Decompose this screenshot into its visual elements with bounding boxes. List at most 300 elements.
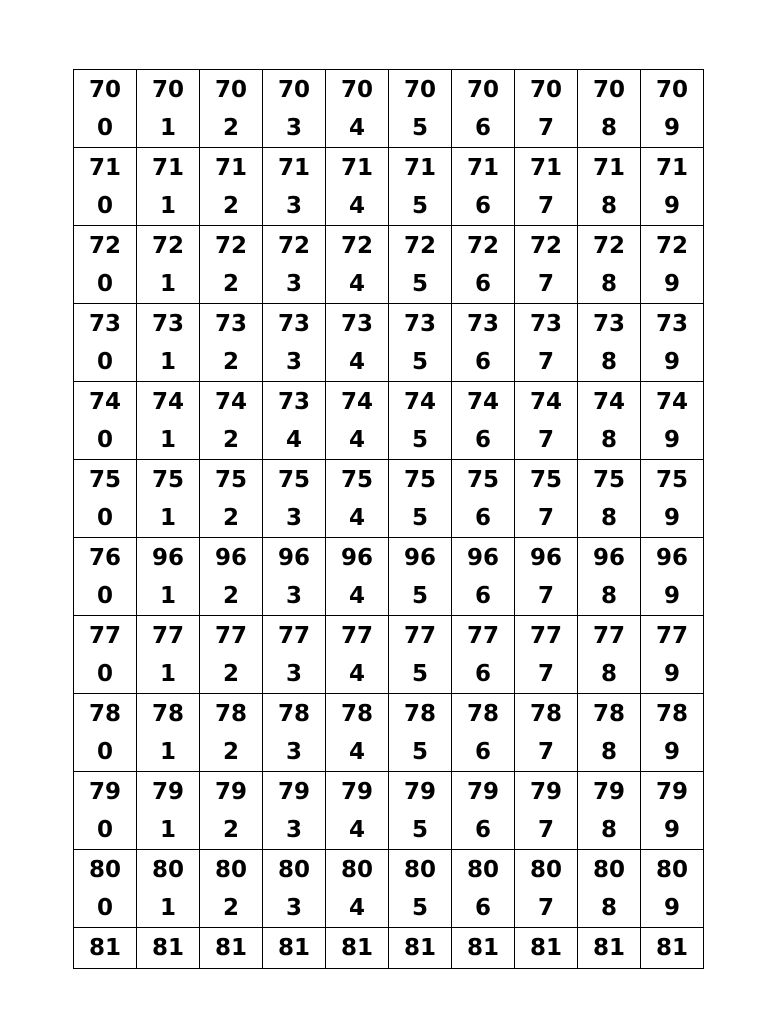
grid-cell <box>515 694 578 772</box>
cell-number-bottom: 1 <box>159 505 176 531</box>
cell-number-top: 81 <box>529 935 562 961</box>
grid-cell <box>200 850 263 928</box>
grid-cell <box>452 538 515 616</box>
cell-number-top: 79 <box>277 779 310 805</box>
grid-cell <box>515 70 578 148</box>
cell-number-bottom: 0 <box>96 349 113 375</box>
cell-number-top: 74 <box>151 389 184 415</box>
grid-row <box>74 460 704 538</box>
cell-number-bottom: 7 <box>537 895 554 921</box>
grid-cell <box>515 226 578 304</box>
cell-number-bottom: 4 <box>285 427 302 453</box>
cell-number-top: 73 <box>151 311 184 337</box>
grid-cell <box>326 460 389 538</box>
grid-cell <box>452 304 515 382</box>
grid-cell <box>137 148 200 226</box>
cell-number-top: 78 <box>529 701 562 727</box>
grid-cell <box>200 70 263 148</box>
grid-cell <box>389 850 452 928</box>
cell-number-top: 72 <box>340 233 373 259</box>
grid-row <box>74 928 704 969</box>
cell-number-bottom: 6 <box>474 895 491 921</box>
cell-number-top: 77 <box>277 623 310 649</box>
cell-number-bottom: 6 <box>474 349 491 375</box>
cell-number-top: 96 <box>151 545 184 571</box>
cell-number-top: 78 <box>214 701 247 727</box>
cell-number-top: 73 <box>655 311 688 337</box>
cell-number-top: 78 <box>592 701 625 727</box>
cell-number-bottom: 9 <box>663 115 680 141</box>
cell-number-top: 70 <box>655 77 688 103</box>
cell-number-top: 74 <box>403 389 436 415</box>
cell-number-top: 70 <box>277 77 310 103</box>
grid-row <box>74 616 704 694</box>
cell-number-top: 78 <box>88 701 121 727</box>
cell-number-top: 72 <box>277 233 310 259</box>
cell-number-bottom: 7 <box>537 661 554 687</box>
grid-cell <box>641 538 704 616</box>
grid-cell <box>389 694 452 772</box>
cell-number-top: 73 <box>88 311 121 337</box>
grid-row <box>74 382 704 460</box>
cell-number-bottom: 5 <box>411 895 428 921</box>
cell-number-bottom: 6 <box>474 271 491 297</box>
cell-number-top: 72 <box>655 233 688 259</box>
grid-cell <box>515 460 578 538</box>
cell-number-bottom: 5 <box>411 193 428 219</box>
cell-number-top: 72 <box>529 233 562 259</box>
cell-number-bottom: 8 <box>600 349 617 375</box>
cell-number-bottom: 4 <box>348 271 365 297</box>
grid-cell <box>200 148 263 226</box>
cell-number-bottom: 0 <box>96 739 113 765</box>
grid-cell <box>641 772 704 850</box>
cell-number-top: 96 <box>340 545 373 571</box>
cell-number-top: 75 <box>277 467 310 493</box>
cell-number-top: 79 <box>592 779 625 805</box>
cell-number-top: 81 <box>592 935 625 961</box>
grid-cell <box>263 928 326 969</box>
cell-number-bottom: 7 <box>537 427 554 453</box>
grid-cell <box>578 382 641 460</box>
cell-number-top: 81 <box>340 935 373 961</box>
grid-cell <box>326 148 389 226</box>
grid-cell <box>389 304 452 382</box>
cell-number-top: 71 <box>151 155 184 181</box>
number-grid-table <box>73 69 704 969</box>
grid-cell <box>452 772 515 850</box>
cell-number-top: 77 <box>529 623 562 649</box>
grid-cell <box>200 226 263 304</box>
cell-number-bottom: 4 <box>348 115 365 141</box>
cell-number-bottom: 6 <box>474 583 491 609</box>
cell-number-bottom: 0 <box>96 505 113 531</box>
grid-cell <box>641 226 704 304</box>
cell-number-top: 77 <box>214 623 247 649</box>
grid-cell <box>326 616 389 694</box>
cell-number-top: 78 <box>403 701 436 727</box>
cell-number-top: 70 <box>466 77 499 103</box>
cell-number-top: 70 <box>88 77 121 103</box>
grid-cell <box>641 70 704 148</box>
grid-cell <box>137 772 200 850</box>
grid-cell <box>74 460 137 538</box>
cell-number-bottom: 0 <box>96 895 113 921</box>
cell-number-top: 71 <box>277 155 310 181</box>
cell-number-top: 73 <box>529 311 562 337</box>
cell-number-top: 80 <box>403 857 436 883</box>
grid-cell <box>578 850 641 928</box>
cell-number-bottom: 9 <box>663 505 680 531</box>
cell-number-bottom: 6 <box>474 115 491 141</box>
cell-number-top: 81 <box>88 935 121 961</box>
cell-number-bottom: 1 <box>159 349 176 375</box>
cell-number-bottom: 9 <box>663 193 680 219</box>
cell-number-top: 79 <box>88 779 121 805</box>
grid-cell <box>389 616 452 694</box>
cell-number-bottom: 1 <box>159 583 176 609</box>
cell-number-bottom: 5 <box>411 739 428 765</box>
cell-number-bottom: 2 <box>222 895 239 921</box>
cell-number-bottom: 8 <box>600 817 617 843</box>
cell-number-top: 77 <box>403 623 436 649</box>
grid-cell <box>326 538 389 616</box>
cell-number-top: 76 <box>88 545 121 571</box>
cell-number-bottom: 2 <box>222 193 239 219</box>
cell-number-top: 74 <box>655 389 688 415</box>
cell-number-bottom: 7 <box>537 193 554 219</box>
cell-number-bottom: 8 <box>600 505 617 531</box>
cell-number-top: 78 <box>655 701 688 727</box>
cell-number-top: 79 <box>655 779 688 805</box>
cell-number-bottom: 9 <box>663 583 680 609</box>
cell-number-bottom: 4 <box>348 895 365 921</box>
grid-cell <box>515 148 578 226</box>
cell-number-bottom: 8 <box>600 661 617 687</box>
cell-number-bottom: 1 <box>159 271 176 297</box>
cell-number-top: 70 <box>340 77 373 103</box>
cell-number-top: 71 <box>403 155 436 181</box>
grid-cell <box>137 460 200 538</box>
cell-number-top: 74 <box>529 389 562 415</box>
cell-number-bottom: 6 <box>474 505 491 531</box>
grid-cell <box>326 382 389 460</box>
cell-number-top: 75 <box>403 467 436 493</box>
grid-cell <box>137 694 200 772</box>
grid-cell <box>578 538 641 616</box>
grid-cell <box>578 70 641 148</box>
cell-number-bottom: 0 <box>96 817 113 843</box>
grid-cell <box>326 70 389 148</box>
cell-number-top: 96 <box>655 545 688 571</box>
grid-row <box>74 850 704 928</box>
cell-number-top: 80 <box>151 857 184 883</box>
cell-number-top: 73 <box>340 311 373 337</box>
grid-row <box>74 226 704 304</box>
cell-number-top: 73 <box>214 311 247 337</box>
cell-number-bottom: 5 <box>411 661 428 687</box>
grid-cell <box>263 538 326 616</box>
cell-number-top: 71 <box>592 155 625 181</box>
cell-number-top: 70 <box>214 77 247 103</box>
cell-number-bottom: 4 <box>348 583 365 609</box>
cell-number-bottom: 2 <box>222 349 239 375</box>
grid-cell <box>452 382 515 460</box>
grid-cell <box>515 616 578 694</box>
cell-number-bottom: 9 <box>663 271 680 297</box>
cell-number-top: 80 <box>340 857 373 883</box>
grid-cell <box>578 772 641 850</box>
cell-number-bottom: 7 <box>537 115 554 141</box>
cell-number-bottom: 1 <box>159 661 176 687</box>
grid-cell <box>515 538 578 616</box>
cell-number-top: 73 <box>277 389 310 415</box>
grid-cell <box>578 304 641 382</box>
cell-number-top: 75 <box>151 467 184 493</box>
cell-number-bottom: 1 <box>159 193 176 219</box>
cell-number-bottom: 7 <box>537 349 554 375</box>
grid-cell <box>263 850 326 928</box>
cell-number-top: 71 <box>529 155 562 181</box>
cell-number-bottom: 3 <box>285 895 302 921</box>
grid-cell <box>452 226 515 304</box>
cell-number-top: 72 <box>151 233 184 259</box>
grid-cell <box>389 226 452 304</box>
grid-cell <box>389 382 452 460</box>
grid-row <box>74 772 704 850</box>
grid-cell <box>578 148 641 226</box>
cell-number-top: 80 <box>214 857 247 883</box>
cell-number-bottom: 9 <box>663 427 680 453</box>
cell-number-bottom: 3 <box>285 505 302 531</box>
cell-number-top: 77 <box>592 623 625 649</box>
grid-cell <box>263 70 326 148</box>
cell-number-top: 74 <box>340 389 373 415</box>
grid-cell <box>389 460 452 538</box>
cell-number-top: 70 <box>403 77 436 103</box>
cell-number-bottom: 7 <box>537 739 554 765</box>
grid-cell <box>263 460 326 538</box>
cell-number-top: 79 <box>151 779 184 805</box>
grid-cell <box>515 772 578 850</box>
cell-number-bottom: 3 <box>285 349 302 375</box>
cell-number-top: 71 <box>88 155 121 181</box>
grid-cell <box>389 70 452 148</box>
cell-number-bottom: 7 <box>537 271 554 297</box>
grid-cell <box>515 382 578 460</box>
cell-number-top: 73 <box>403 311 436 337</box>
grid-cell <box>452 694 515 772</box>
cell-number-bottom: 8 <box>600 427 617 453</box>
cell-number-bottom: 0 <box>96 583 113 609</box>
grid-cell <box>263 616 326 694</box>
cell-number-top: 81 <box>214 935 247 961</box>
cell-number-bottom: 3 <box>285 583 302 609</box>
grid-cell <box>137 304 200 382</box>
cell-number-bottom: 0 <box>96 271 113 297</box>
cell-number-bottom: 9 <box>663 895 680 921</box>
cell-number-bottom: 2 <box>222 739 239 765</box>
grid-cell <box>641 616 704 694</box>
cell-number-bottom: 1 <box>159 895 176 921</box>
cell-number-bottom: 8 <box>600 193 617 219</box>
cell-number-bottom: 3 <box>285 115 302 141</box>
grid-cell <box>326 772 389 850</box>
cell-number-bottom: 9 <box>663 739 680 765</box>
cell-number-bottom: 5 <box>411 349 428 375</box>
cell-number-bottom: 3 <box>285 817 302 843</box>
grid-cell <box>74 226 137 304</box>
cell-number-top: 80 <box>277 857 310 883</box>
cell-number-bottom: 4 <box>348 505 365 531</box>
cell-number-top: 70 <box>151 77 184 103</box>
cell-number-top: 79 <box>403 779 436 805</box>
grid-row <box>74 694 704 772</box>
cell-number-top: 74 <box>592 389 625 415</box>
grid-cell <box>263 304 326 382</box>
cell-number-top: 77 <box>151 623 184 649</box>
cell-number-bottom: 6 <box>474 661 491 687</box>
grid-cell <box>641 460 704 538</box>
grid-cell <box>515 304 578 382</box>
cell-number-top: 75 <box>214 467 247 493</box>
cell-number-bottom: 0 <box>96 193 113 219</box>
grid-cell <box>200 772 263 850</box>
cell-number-bottom: 4 <box>348 661 365 687</box>
cell-number-bottom: 0 <box>96 115 113 141</box>
cell-number-top: 74 <box>88 389 121 415</box>
cell-number-bottom: 1 <box>159 427 176 453</box>
cell-number-top: 72 <box>88 233 121 259</box>
grid-cell <box>200 928 263 969</box>
cell-number-top: 81 <box>277 935 310 961</box>
cell-number-top: 79 <box>529 779 562 805</box>
cell-number-bottom: 2 <box>222 817 239 843</box>
grid-cell <box>74 70 137 148</box>
cell-number-bottom: 6 <box>474 427 491 453</box>
grid-cell <box>326 304 389 382</box>
cell-number-bottom: 1 <box>159 817 176 843</box>
cell-number-top: 73 <box>466 311 499 337</box>
grid-cell <box>578 460 641 538</box>
cell-number-top: 77 <box>655 623 688 649</box>
grid-cell <box>389 538 452 616</box>
cell-number-top: 96 <box>466 545 499 571</box>
number-grid-body <box>74 70 704 969</box>
grid-cell <box>137 226 200 304</box>
cell-number-bottom: 4 <box>348 193 365 219</box>
cell-number-bottom: 4 <box>348 349 365 375</box>
grid-cell <box>137 70 200 148</box>
cell-number-bottom: 2 <box>222 271 239 297</box>
grid-cell <box>326 694 389 772</box>
grid-cell <box>263 382 326 460</box>
grid-cell <box>200 460 263 538</box>
cell-number-bottom: 7 <box>537 817 554 843</box>
cell-number-bottom: 8 <box>600 583 617 609</box>
cell-number-top: 74 <box>466 389 499 415</box>
grid-cell <box>263 694 326 772</box>
grid-cell <box>137 850 200 928</box>
cell-number-top: 77 <box>466 623 499 649</box>
grid-cell <box>74 538 137 616</box>
grid-cell <box>515 928 578 969</box>
grid-cell <box>200 616 263 694</box>
cell-number-top: 96 <box>529 545 562 571</box>
grid-cell <box>263 226 326 304</box>
grid-cell <box>578 616 641 694</box>
cell-number-top: 73 <box>592 311 625 337</box>
grid-cell <box>452 460 515 538</box>
grid-cell <box>452 148 515 226</box>
grid-cell <box>74 616 137 694</box>
cell-number-top: 96 <box>277 545 310 571</box>
cell-number-top: 71 <box>466 155 499 181</box>
cell-number-top: 80 <box>466 857 499 883</box>
cell-number-bottom: 2 <box>222 427 239 453</box>
cell-number-bottom: 2 <box>222 661 239 687</box>
cell-number-bottom: 2 <box>222 505 239 531</box>
cell-number-top: 79 <box>214 779 247 805</box>
cell-number-top: 75 <box>340 467 373 493</box>
cell-number-top: 96 <box>214 545 247 571</box>
grid-cell <box>641 382 704 460</box>
cell-number-bottom: 3 <box>285 739 302 765</box>
cell-number-top: 78 <box>151 701 184 727</box>
grid-cell <box>452 928 515 969</box>
cell-number-bottom: 3 <box>285 661 302 687</box>
cell-number-top: 96 <box>403 545 436 571</box>
grid-cell <box>74 694 137 772</box>
cell-number-top: 71 <box>655 155 688 181</box>
cell-number-bottom: 6 <box>474 817 491 843</box>
grid-cell <box>452 616 515 694</box>
cell-number-top: 96 <box>592 545 625 571</box>
cell-number-top: 80 <box>529 857 562 883</box>
cell-number-top: 72 <box>403 233 436 259</box>
grid-cell <box>578 226 641 304</box>
grid-cell <box>641 850 704 928</box>
cell-number-top: 75 <box>655 467 688 493</box>
cell-number-bottom: 0 <box>96 427 113 453</box>
cell-number-bottom: 2 <box>222 115 239 141</box>
cell-number-bottom: 8 <box>600 115 617 141</box>
grid-cell <box>641 928 704 969</box>
grid-cell <box>389 148 452 226</box>
cell-number-bottom: 1 <box>159 115 176 141</box>
cell-number-bottom: 4 <box>348 817 365 843</box>
grid-cell <box>74 850 137 928</box>
cell-number-top: 81 <box>403 935 436 961</box>
grid-cell <box>578 694 641 772</box>
cell-number-bottom: 4 <box>348 739 365 765</box>
cell-number-top: 77 <box>340 623 373 649</box>
cell-number-top: 70 <box>592 77 625 103</box>
grid-cell <box>326 850 389 928</box>
grid-cell <box>74 928 137 969</box>
grid-cell <box>74 772 137 850</box>
cell-number-bottom: 4 <box>348 427 365 453</box>
cell-number-bottom: 9 <box>663 349 680 375</box>
cell-number-top: 71 <box>214 155 247 181</box>
grid-cell <box>200 538 263 616</box>
cell-number-top: 81 <box>151 935 184 961</box>
grid-cell <box>200 382 263 460</box>
cell-number-top: 77 <box>88 623 121 649</box>
cell-number-top: 78 <box>277 701 310 727</box>
cell-number-top: 73 <box>277 311 310 337</box>
cell-number-top: 75 <box>466 467 499 493</box>
